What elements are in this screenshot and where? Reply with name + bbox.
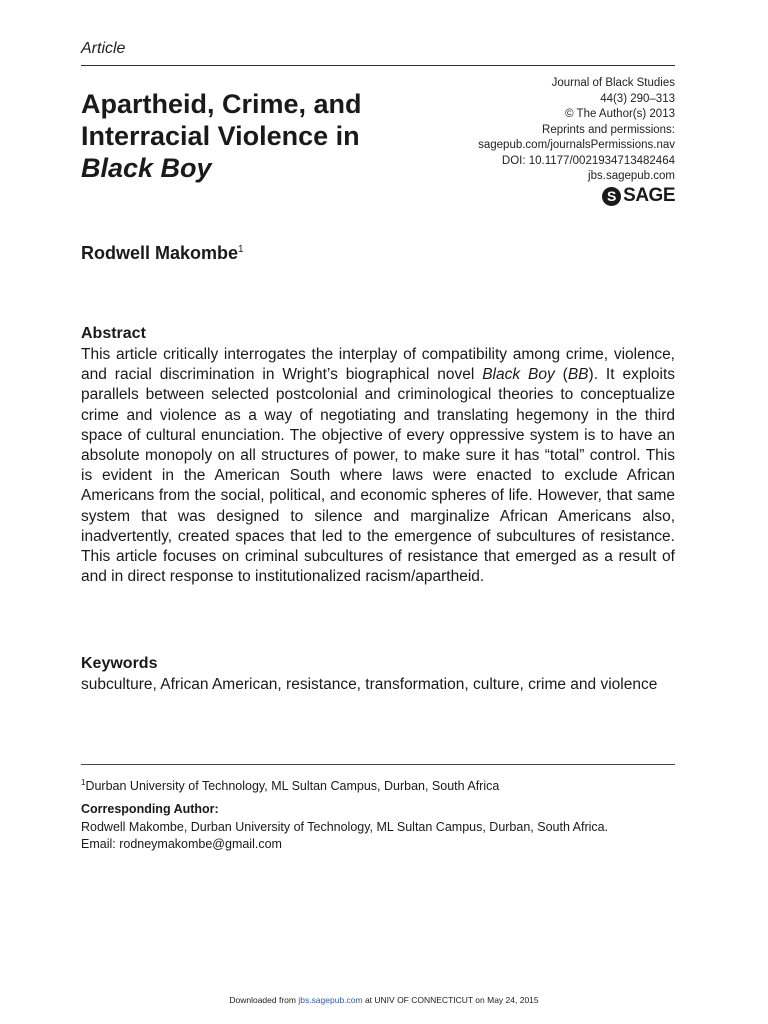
abstract-heading: Abstract	[81, 325, 146, 342]
sage-s-icon: S	[602, 187, 621, 206]
corresponding-author-heading: Corresponding Author:	[81, 802, 219, 816]
abstract-text	[81, 345, 675, 587]
journal-info-block	[415, 76, 675, 206]
keywords-text: subculture, African American, resistance, transformation, culture, crime and violence	[81, 676, 658, 693]
journal-volume: 44(3) 290–313	[600, 92, 675, 105]
corresponding-author-address: Rodwell Makombe, Durban University of Technology, ML Sultan Campus, Durban, South Africa.	[81, 820, 609, 834]
sage-logo	[602, 187, 675, 206]
affiliation-footnote	[81, 775, 499, 794]
article-type-label: Article	[81, 40, 126, 57]
permissions-url[interactable]: sagepub.com/journalsPermissions.nav	[478, 139, 675, 151]
corresponding-author-block	[81, 819, 675, 852]
abstract-title-italic: Black Boy	[482, 366, 555, 384]
download-note	[0, 995, 768, 1005]
title-line-1: Apartheid, Crime, and	[81, 89, 362, 119]
abstract-abbr-italic: BB	[567, 366, 589, 384]
keywords-heading: Keywords	[81, 655, 158, 672]
sage-wordmark: SAGE	[623, 185, 675, 207]
abstract-text-3: ). It exploits parallels between selected postcolonial and criminological theories to conceptualize crime and violence as a way of negotiating and translating hegemony in the third space of cultural enunciation. The objective of every oppressive system is to have an absolute monopoly on all structures of power, to make sure it has “total” control. This is evident in the American South where laws were enacted to exclude African Americans from the social, political, and economic spheres of life. However, that same system that was designed to silence and marginalize African Americans also, inadvertently, created spaces that led to the emergence of subcultures of resistance. This article focuses on criminal subcultures of resistance that emerged as a result of and in direct response to institutionalized racism/apartheid.	[81, 366, 676, 586]
title-line-3: Black Boy	[81, 153, 212, 183]
doi-line[interactable]: DOI: 10.1177/0021934713482464	[501, 154, 675, 167]
corresponding-author-email[interactable]: Email: rodneymakombe@gmail.com	[81, 836, 282, 851]
author-affiliation-marker: 1	[238, 244, 244, 255]
journal-name: Journal of Black Studies	[551, 77, 675, 89]
footnote-rule	[81, 764, 675, 765]
article-title	[81, 88, 441, 184]
reprints-line: Reprints and permissions:	[542, 123, 675, 136]
journal-site[interactable]: jbs.sagepub.com	[588, 170, 675, 182]
abstract-text-2: (	[554, 366, 568, 384]
copyright-line: © The Author(s) 2013	[565, 108, 675, 120]
abstract-text-1: This article critically interrogates the interplay of compatibility among crime, violence, and racial discrimination in Wright’s biographical novel	[81, 346, 675, 384]
author-line	[81, 243, 244, 264]
author-name: Rodwell Makombe	[81, 243, 239, 263]
header-rule	[81, 65, 675, 66]
affiliation-text: Durban University of Technology, ML Sultan Campus, Durban, South Africa	[85, 779, 500, 794]
download-prefix: Downloaded from	[229, 995, 299, 1005]
download-suffix: at UNIV OF CONNECTICUT on May 24, 2015	[362, 995, 539, 1005]
download-site-link[interactable]: jbs.sagepub.com	[298, 995, 363, 1005]
affiliation-marker: 1	[81, 778, 86, 787]
title-line-2: Interracial Violence in	[81, 121, 360, 151]
